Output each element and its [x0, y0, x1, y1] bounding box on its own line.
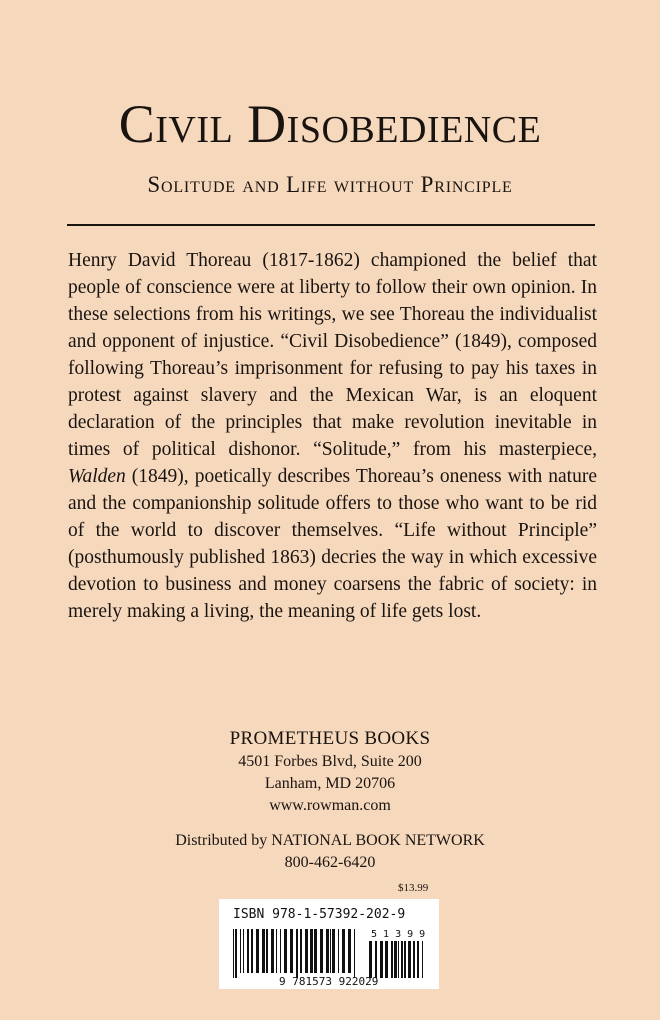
- barcode-bar-18: [314, 929, 317, 973]
- book-description: [68, 247, 597, 625]
- distributor-line: Distributed by NATIONAL BOOK NETWORK: [175, 832, 485, 849]
- barcode-bar-3: [243, 929, 244, 973]
- barcode-bar-9: [271, 929, 274, 973]
- barcode-bar-2: [240, 929, 241, 973]
- barcode-bar-8: [266, 929, 268, 973]
- barcode-bar-20: [326, 929, 329, 973]
- publisher-name: PROMETHEUS BOOKS: [229, 728, 431, 749]
- barcode-bar-1: [375, 941, 377, 978]
- barcode-bar-16: [305, 929, 308, 973]
- barcode-bar-5: [394, 941, 397, 978]
- barcode-bar-12: [422, 941, 423, 978]
- barcode-bar-26: [354, 929, 355, 978]
- barcode-bar-9: [408, 941, 411, 978]
- barcode-bar-19: [320, 929, 323, 973]
- barcode-bar-14: [296, 929, 298, 978]
- barcode-bar-7: [401, 941, 403, 978]
- barcode-bar-1: [235, 929, 237, 978]
- publisher-block: [0, 727, 660, 817]
- barcode-bar-8: [404, 941, 406, 978]
- barcode-bar-22: [332, 929, 335, 973]
- barcode-bar-17: [310, 929, 313, 973]
- barcode-bar-2: [380, 941, 383, 978]
- barcode-bar-11: [417, 941, 419, 978]
- publisher-address-line2: Lanham, MD 20706: [264, 775, 396, 792]
- barcode-bar-15: [300, 929, 302, 973]
- description-text-part1: Henry David Thoreau (1817-1862) championed the belief that people of conscience were at liberty to follow their own opinion. In these selections from his writings, we see Thoreau the individualist and opponent of injustice. “Civil Disobedience” (1849), composed following Thoreau’s imprisonment for refusing to pay his taxes in protest against slavery and the Mexican War, is an eloquent declaration of the principles that make revolution inevitable in times of political dishonor. “Solitude,” from his masterpiece,: [68, 250, 597, 460]
- isbn-barcode-box: [219, 899, 439, 989]
- barcode-bar-10: [276, 929, 277, 973]
- barcode-bar-23: [338, 929, 339, 973]
- publisher-website: www.rowman.com: [269, 797, 391, 814]
- description-italic-title: Walden: [68, 466, 126, 487]
- ean-bars: [233, 929, 355, 978]
- barcode-bar-24: [342, 929, 345, 973]
- barcode-bar-25: [348, 929, 351, 973]
- addon-bars: [369, 941, 423, 978]
- book-subtitle: Solitude and Life without Principle: [147, 172, 513, 197]
- description-text-part2: (1849), poetically describes Thoreau’s oneness with nature and the companionship solitude offers to those who want to be rid of the world to discover themselves. “Life without Principle” (posthumously published 1863) decries the way in which excessive devotion to business and money coarsens the fabric of society: in merely making a living, the meaning of life gets lost.: [68, 466, 597, 622]
- barcode-bar-11: [280, 929, 281, 973]
- publisher-address-line1: 4501 Forbes Blvd, Suite 200: [238, 753, 422, 770]
- barcode-bar-7: [262, 929, 265, 973]
- barcode-bar-0: [369, 941, 372, 978]
- barcode-bar-6: [256, 929, 259, 973]
- title-divider: [67, 224, 595, 226]
- barcode-bar-12: [284, 929, 287, 973]
- barcode-bar-3: [385, 941, 388, 978]
- barcode-graphic: [219, 899, 439, 989]
- barcode-bar-0: [233, 929, 234, 978]
- book-title: Civil Disobedience: [118, 94, 542, 154]
- barcode-bar-21: [330, 929, 331, 973]
- barcode-bar-5: [251, 929, 253, 973]
- barcode-bar-4: [391, 941, 393, 978]
- barcode-bar-13: [290, 929, 293, 973]
- barcode-bar-6: [398, 941, 399, 978]
- addon-digits: 5 1 3 9 9: [371, 929, 426, 940]
- barcode-bar-10: [413, 941, 415, 978]
- price-label: $13.99: [398, 882, 429, 894]
- ean-digits: 9 781573 922029: [279, 975, 379, 988]
- barcode-bar-4: [247, 929, 249, 973]
- distribution-block: [0, 830, 660, 874]
- distributor-phone: 800-462-6420: [284, 854, 376, 871]
- isbn-label: ISBN 978-1-57392-202-9: [233, 907, 406, 922]
